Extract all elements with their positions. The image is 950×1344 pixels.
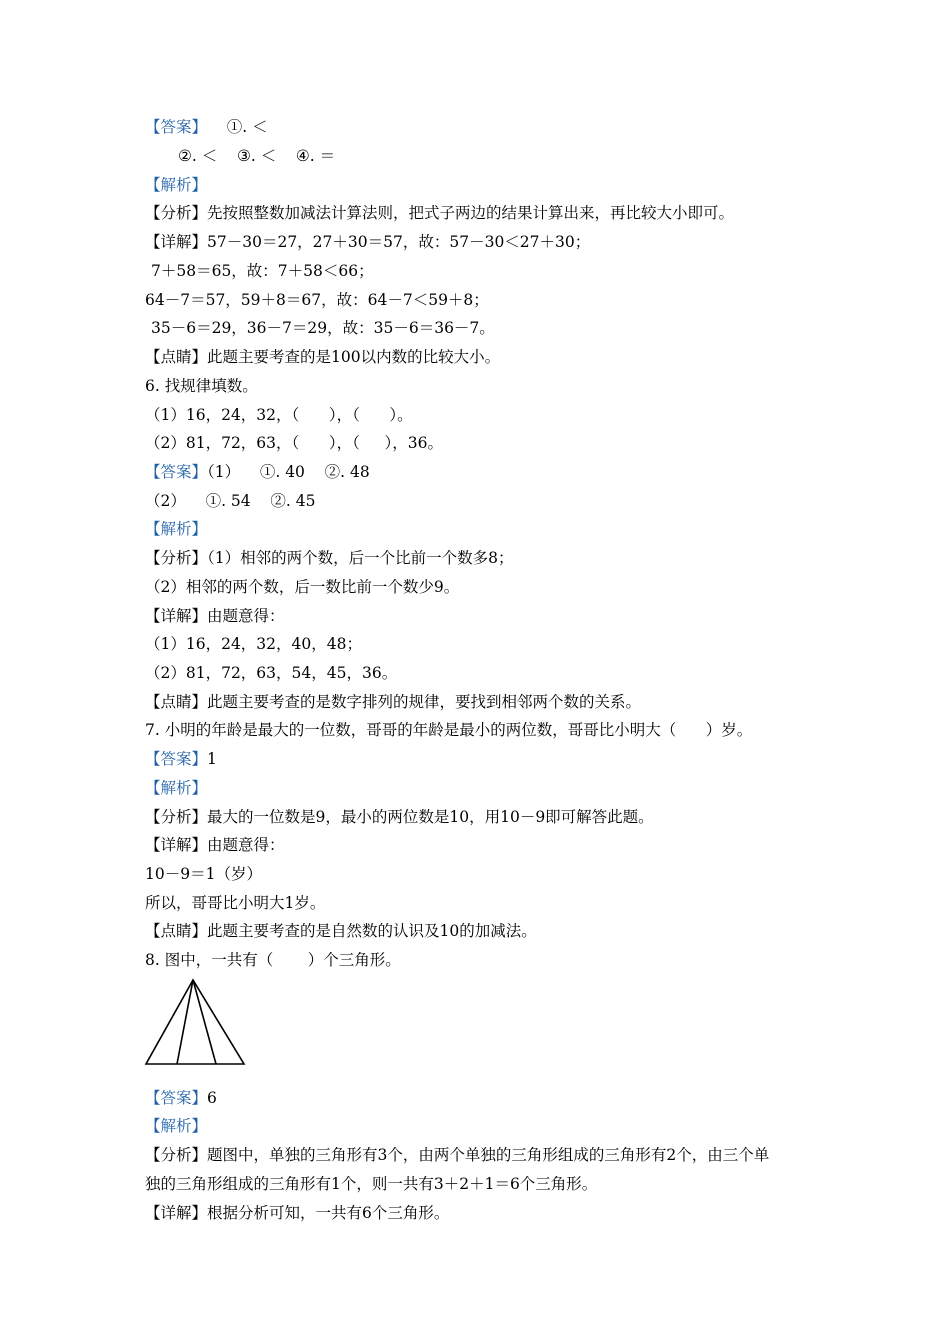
q5-explain-label: 【解析】 bbox=[145, 176, 208, 194]
outer-triangle bbox=[146, 980, 244, 1064]
q6-answer-line-2: （2） ①. 54 ②. 45 bbox=[145, 492, 316, 510]
analysis-label: 【分析】 bbox=[145, 1146, 208, 1164]
q7-detail bbox=[145, 835, 285, 855]
q6-sub-1: （1）16，24，32，（ ），（ ）。 bbox=[145, 406, 413, 424]
detail-text: 57－30＝27，27＋30＝57，故：57－30＜27＋30； bbox=[207, 233, 591, 251]
detail-label: 【详解】 bbox=[145, 1204, 208, 1222]
detail-text: 由题意得： bbox=[207, 607, 285, 625]
comment-text: 此题主要考查的是数字排列的规律，要找到相邻两个数的关系。 bbox=[207, 693, 642, 711]
q7-analysis bbox=[145, 807, 654, 827]
triangle-figure bbox=[144, 978, 248, 1068]
q6-stem: 6. 找规律填数。 bbox=[145, 377, 258, 395]
detail-text: 由题意得： bbox=[207, 836, 285, 854]
q6-answer-line-1 bbox=[145, 462, 370, 482]
q7-answer bbox=[145, 749, 217, 769]
analysis-label: 【分析】 bbox=[145, 808, 208, 826]
q6-analysis bbox=[145, 548, 514, 568]
q5-detail-3: 64－7＝57，59＋8＝67，故：64－7＜59＋8； bbox=[145, 291, 489, 309]
inner-line-right bbox=[193, 980, 216, 1064]
analysis-text: 题图中，单独的三角形有3个，由两个单独的三角形组成的三角形有2个，由三个单 bbox=[207, 1146, 770, 1164]
q6-detail-3: （2）81，72，63，54，45，36。 bbox=[145, 664, 398, 682]
q5-answer-line-2: ②. ＜ ③. ＜ ④. ＝ bbox=[178, 147, 336, 165]
q7-explain-label: 【解析】 bbox=[145, 779, 208, 797]
q6-explain-label: 【解析】 bbox=[145, 520, 208, 538]
inner-line-left bbox=[177, 980, 193, 1064]
detail-text: 根据分析可知，一共有6个三角形。 bbox=[207, 1204, 450, 1222]
q7-detail-2: 10－9＝1（岁） bbox=[145, 865, 262, 883]
analysis-label: 【分析】 bbox=[145, 549, 208, 567]
q5-detail bbox=[145, 232, 590, 252]
q7-stem: 7. 小明的年龄是最大的一位数，哥哥的年龄是最小的两位数，哥哥比小明大（ ）岁。 bbox=[145, 721, 753, 739]
q6-detail bbox=[145, 606, 285, 626]
q8-analysis bbox=[145, 1145, 769, 1165]
q6-comment bbox=[145, 692, 641, 712]
comment-label: 【点睛】 bbox=[145, 693, 208, 711]
q6-sub-2: （2）81，72，63，（ ），（ ），36。 bbox=[145, 434, 443, 452]
q8-answer bbox=[145, 1088, 217, 1108]
comment-text: 此题主要考查的是自然数的认识及10的加减法。 bbox=[207, 922, 537, 940]
q7-comment bbox=[145, 921, 537, 941]
analysis-text: （1）相邻的两个数，后一个比前一个数多8； bbox=[207, 549, 514, 567]
q6-detail-2: （1）16，24，32，40，48； bbox=[145, 635, 362, 653]
comment-label: 【点睛】 bbox=[145, 348, 208, 366]
detail-label: 【详解】 bbox=[145, 607, 208, 625]
q5-answer-line-1 bbox=[145, 117, 268, 137]
comment-label: 【点睛】 bbox=[145, 922, 208, 940]
analysis-text: 先按照整数加减法计算法则，把式子两边的结果计算出来，再比较大小即可。 bbox=[207, 204, 735, 222]
answer-text: 6 bbox=[207, 1089, 217, 1107]
q6-analysis-2: （2）相邻的两个数，后一数比前一个数少9。 bbox=[145, 578, 460, 596]
detail-label: 【详解】 bbox=[145, 836, 208, 854]
q5-detail-4: 35－6＝29，36－7＝29，故：35－6＝36－7。 bbox=[151, 319, 495, 337]
analysis-label: 【分析】 bbox=[145, 204, 208, 222]
answer-label: 【答案】 bbox=[145, 750, 208, 768]
answer-text: （1） ①. 40 ②. 48 bbox=[207, 463, 370, 481]
q5-analysis bbox=[145, 203, 734, 223]
answer-label: 【答案】 bbox=[145, 1089, 208, 1107]
answer-label: 【答案】 bbox=[145, 118, 208, 136]
detail-label: 【详解】 bbox=[145, 233, 208, 251]
answer-text: 1 bbox=[207, 750, 217, 768]
q8-explain-label: 【解析】 bbox=[145, 1117, 208, 1135]
q8-detail bbox=[145, 1203, 449, 1223]
answer-text: ①. ＜ bbox=[207, 118, 268, 136]
q8-analysis-2: 独的三角形组成的三角形有1个，则一共有3＋2＋1＝6个三角形。 bbox=[145, 1175, 598, 1193]
answer-label: 【答案】 bbox=[145, 463, 208, 481]
q8-stem: 8. 图中，一共有（ ）个三角形。 bbox=[145, 951, 401, 969]
q5-comment bbox=[145, 347, 500, 367]
q5-detail-2: 7＋58＝65，故：7＋58＜66； bbox=[151, 262, 374, 280]
analysis-text: 最大的一位数是9，最小的两位数是10，用10－9即可解答此题。 bbox=[207, 808, 654, 826]
q7-detail-3: 所以，哥哥比小明大1岁。 bbox=[145, 894, 326, 912]
comment-text: 此题主要考查的是100以内数的比较大小。 bbox=[207, 348, 501, 366]
